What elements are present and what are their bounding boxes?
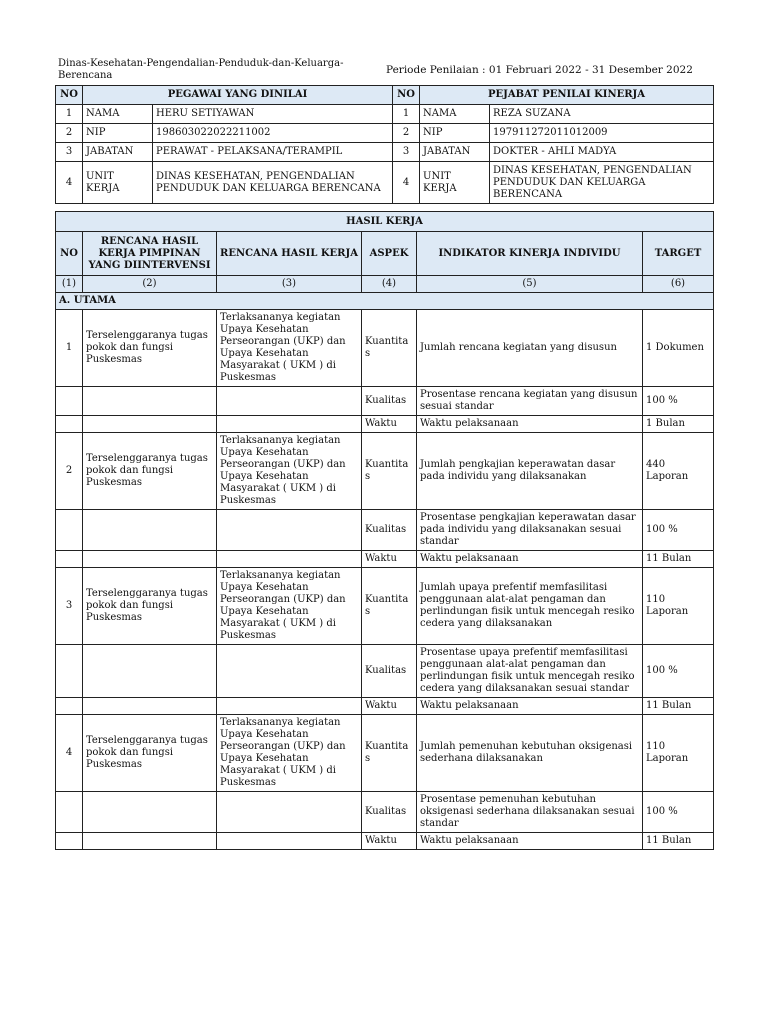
col-header-aspek: ASPEK	[362, 232, 417, 276]
item-target: 1 Bulan	[643, 416, 714, 433]
row-label-2: NIP	[420, 124, 490, 143]
pegawai-dinilai-title: PEGAWAI YANG DINILAI	[83, 86, 393, 105]
item-pimpinan	[83, 645, 217, 698]
item-aspek: Kualitas	[362, 510, 417, 551]
item-indikator: Prosentase pengkajian keperawatan dasar pada individu yang dilaksanakan sesuai standar	[417, 510, 643, 551]
item-no	[56, 833, 83, 850]
item-pimpinan	[83, 510, 217, 551]
row-label-2: JABATAN	[420, 143, 490, 162]
pegawai-row	[56, 105, 714, 124]
hasil-row	[56, 568, 714, 645]
row-value: DINAS KESEHATAN, PENGENDALIAN PENDUDUK DAN KELUARGA BERENCANA	[153, 162, 393, 204]
item-rencana	[217, 416, 362, 433]
row-label: UNIT KERJA	[83, 162, 153, 204]
row-value-2: DOKTER - AHLI MADYA	[490, 143, 714, 162]
col-number-row	[56, 276, 714, 293]
hasil-row	[56, 698, 714, 715]
row-value: HERU SETIYAWAN	[153, 105, 393, 124]
col-header-indikator: INDIKATOR KINERJA INDIVIDU	[417, 232, 643, 276]
row-no: 1	[56, 105, 83, 124]
item-pimpinan	[83, 698, 217, 715]
hasil-row	[56, 310, 714, 387]
item-indikator: Jumlah pemenuhan kebutuhan oksigenasi sederhana dilaksanakan	[417, 715, 643, 792]
col-header-pimpinan: RENCANA HASIL KERJA PIMPINAN YANG DIINTERVENSI	[83, 232, 217, 276]
unit-name: Dinas-Kesehatan-Pengendalian-Penduduk-dan-Keluarga-Berencana	[58, 58, 344, 81]
item-pimpinan	[83, 833, 217, 850]
item-aspek: Waktu	[362, 698, 417, 715]
item-indikator: Prosentase pemenuhan kebutuhan oksigenasi sederhana dilaksanakan sesuai standar	[417, 792, 643, 833]
item-pimpinan	[83, 792, 217, 833]
row-no: 3	[56, 143, 83, 162]
col-no-2: NO	[393, 86, 420, 105]
hasil-row	[56, 387, 714, 416]
hasil-kerja-title: HASIL KERJA	[56, 212, 714, 232]
item-no: 4	[56, 715, 83, 792]
item-rencana	[217, 387, 362, 416]
row-label-2: NAMA	[420, 105, 490, 124]
item-target: 100 %	[643, 792, 714, 833]
item-no	[56, 551, 83, 568]
item-no: 1	[56, 310, 83, 387]
col-number: (5)	[417, 276, 643, 293]
item-target: 100 %	[643, 387, 714, 416]
col-number: (4)	[362, 276, 417, 293]
item-target: 100 %	[643, 645, 714, 698]
row-label: NIP	[83, 124, 153, 143]
hasil-row	[56, 715, 714, 792]
item-pimpinan: Terselenggaranya tugas pokok dan fungsi Puskesmas	[83, 715, 217, 792]
row-no-2: 3	[393, 143, 420, 162]
item-indikator: Jumlah rencana kegiatan yang disusun	[417, 310, 643, 387]
item-aspek: Waktu	[362, 833, 417, 850]
row-value: 198603022022211002	[153, 124, 393, 143]
row-no-2: 2	[393, 124, 420, 143]
item-rencana: Terlaksananya kegiatan Upaya Kesehatan Perseorangan (UKP) dan Upaya Kesehatan Masyarakat ( UKM ) di Puskesmas	[217, 568, 362, 645]
item-aspek: Waktu	[362, 551, 417, 568]
hasil-row	[56, 645, 714, 698]
hasil-kerja-table	[55, 211, 714, 850]
hasil-row	[56, 551, 714, 568]
col-header-target: TARGET	[643, 232, 714, 276]
item-no	[56, 387, 83, 416]
row-value: PERAWAT - PELAKSANA/TERAMPIL	[153, 143, 393, 162]
col-header-rencana: RENCANA HASIL KERJA	[217, 232, 362, 276]
item-aspek: Kualitas	[362, 792, 417, 833]
item-pimpinan: Terselenggaranya tugas pokok dan fungsi Puskesmas	[83, 568, 217, 645]
item-indikator: Jumlah pengkajian keperawatan dasar pada individu yang dilaksanakan	[417, 433, 643, 510]
item-rencana	[217, 551, 362, 568]
item-rencana: Terlaksananya kegiatan Upaya Kesehatan Perseorangan (UKP) dan Upaya Kesehatan Masyarakat ( UKM ) di Puskesmas	[217, 433, 362, 510]
row-no: 2	[56, 124, 83, 143]
item-aspek: Kualitas	[362, 645, 417, 698]
item-aspek: Kuantitas	[362, 310, 417, 387]
item-rencana: Terlaksananya kegiatan Upaya Kesehatan Perseorangan (UKP) dan Upaya Kesehatan Masyarakat ( UKM ) di Puskesmas	[217, 715, 362, 792]
item-rencana	[217, 645, 362, 698]
row-label: NAMA	[83, 105, 153, 124]
item-indikator: Prosentase upaya prefentif memfasilitasi penggunaan alat-alat pengaman dan perlindungan fisik untuk mencegah resiko cedera yang dilaksanakan sesuai standar	[417, 645, 643, 698]
section-row	[56, 293, 714, 310]
item-rencana: Terlaksananya kegiatan Upaya Kesehatan Perseorangan (UKP) dan Upaya Kesehatan Masyarakat ( UKM ) di Puskesmas	[217, 310, 362, 387]
item-no	[56, 698, 83, 715]
item-pimpinan: Terselenggaranya tugas pokok dan fungsi Puskesmas	[83, 310, 217, 387]
col-number: (2)	[83, 276, 217, 293]
col-number: (3)	[217, 276, 362, 293]
row-label-2: UNIT KERJA	[420, 162, 490, 204]
item-target: 11 Bulan	[643, 698, 714, 715]
pegawai-row	[56, 143, 714, 162]
item-aspek: Kuantitas	[362, 433, 417, 510]
item-rencana	[217, 792, 362, 833]
row-value-2: 197911272011012009	[490, 124, 714, 143]
item-target: 1 Dokumen	[643, 310, 714, 387]
item-indikator: Waktu pelaksanaan	[417, 551, 643, 568]
item-indikator: Jumlah upaya prefentif memfasilitasi penggunaan alat-alat pengaman dan perlindungan fisik untuk mencegah resiko cedera yang dilaksanakan	[417, 568, 643, 645]
item-no	[56, 416, 83, 433]
col-number: (1)	[56, 276, 83, 293]
item-no: 3	[56, 568, 83, 645]
row-no-2: 4	[393, 162, 420, 204]
pegawai-header-row	[56, 86, 714, 105]
item-pimpinan	[83, 387, 217, 416]
item-pimpinan	[83, 551, 217, 568]
item-target: 110 Laporan	[643, 568, 714, 645]
periode-penilaian: Periode Penilaian : 01 Februari 2022 - 31 Desember 2022	[386, 64, 693, 76]
row-value-2: REZA SUZANA	[490, 105, 714, 124]
pegawai-table	[55, 85, 714, 204]
hasil-header-row	[56, 232, 714, 276]
item-target: 11 Bulan	[643, 551, 714, 568]
item-target: 100 %	[643, 510, 714, 551]
col-number: (6)	[643, 276, 714, 293]
item-indikator: Prosentase rencana kegiatan yang disusun sesuai standar	[417, 387, 643, 416]
item-no	[56, 792, 83, 833]
hasil-title-row	[56, 212, 714, 232]
item-target: 11 Bulan	[643, 833, 714, 850]
row-no: 4	[56, 162, 83, 204]
item-aspek: Kualitas	[362, 387, 417, 416]
pejabat-penilai-title: PEJABAT PENILAI KINERJA	[420, 86, 714, 105]
item-rencana	[217, 510, 362, 551]
item-target: 110 Laporan	[643, 715, 714, 792]
section-title: A. UTAMA	[56, 293, 714, 310]
item-rencana	[217, 833, 362, 850]
hasil-row	[56, 433, 714, 510]
item-aspek: Kuantitas	[362, 568, 417, 645]
item-aspek: Kuantitas	[362, 715, 417, 792]
pegawai-row	[56, 162, 714, 204]
row-no-2: 1	[393, 105, 420, 124]
item-indikator: Waktu pelaksanaan	[417, 833, 643, 850]
hasil-row	[56, 792, 714, 833]
item-indikator: Waktu pelaksanaan	[417, 698, 643, 715]
row-label: JABATAN	[83, 143, 153, 162]
col-header-no: NO	[56, 232, 83, 276]
item-rencana	[217, 698, 362, 715]
item-pimpinan: Terselenggaranya tugas pokok dan fungsi Puskesmas	[83, 433, 217, 510]
hasil-row	[56, 416, 714, 433]
col-no: NO	[56, 86, 83, 105]
hasil-row	[56, 510, 714, 551]
pegawai-row	[56, 124, 714, 143]
item-no: 2	[56, 433, 83, 510]
item-indikator: Waktu pelaksanaan	[417, 416, 643, 433]
item-aspek: Waktu	[362, 416, 417, 433]
item-no	[56, 510, 83, 551]
item-pimpinan	[83, 416, 217, 433]
item-target: 440 Laporan	[643, 433, 714, 510]
item-no	[56, 645, 83, 698]
hasil-row	[56, 833, 714, 850]
row-value-2: DINAS KESEHATAN, PENGENDALIAN PENDUDUK DAN KELUARGA BERENCANA	[490, 162, 714, 204]
